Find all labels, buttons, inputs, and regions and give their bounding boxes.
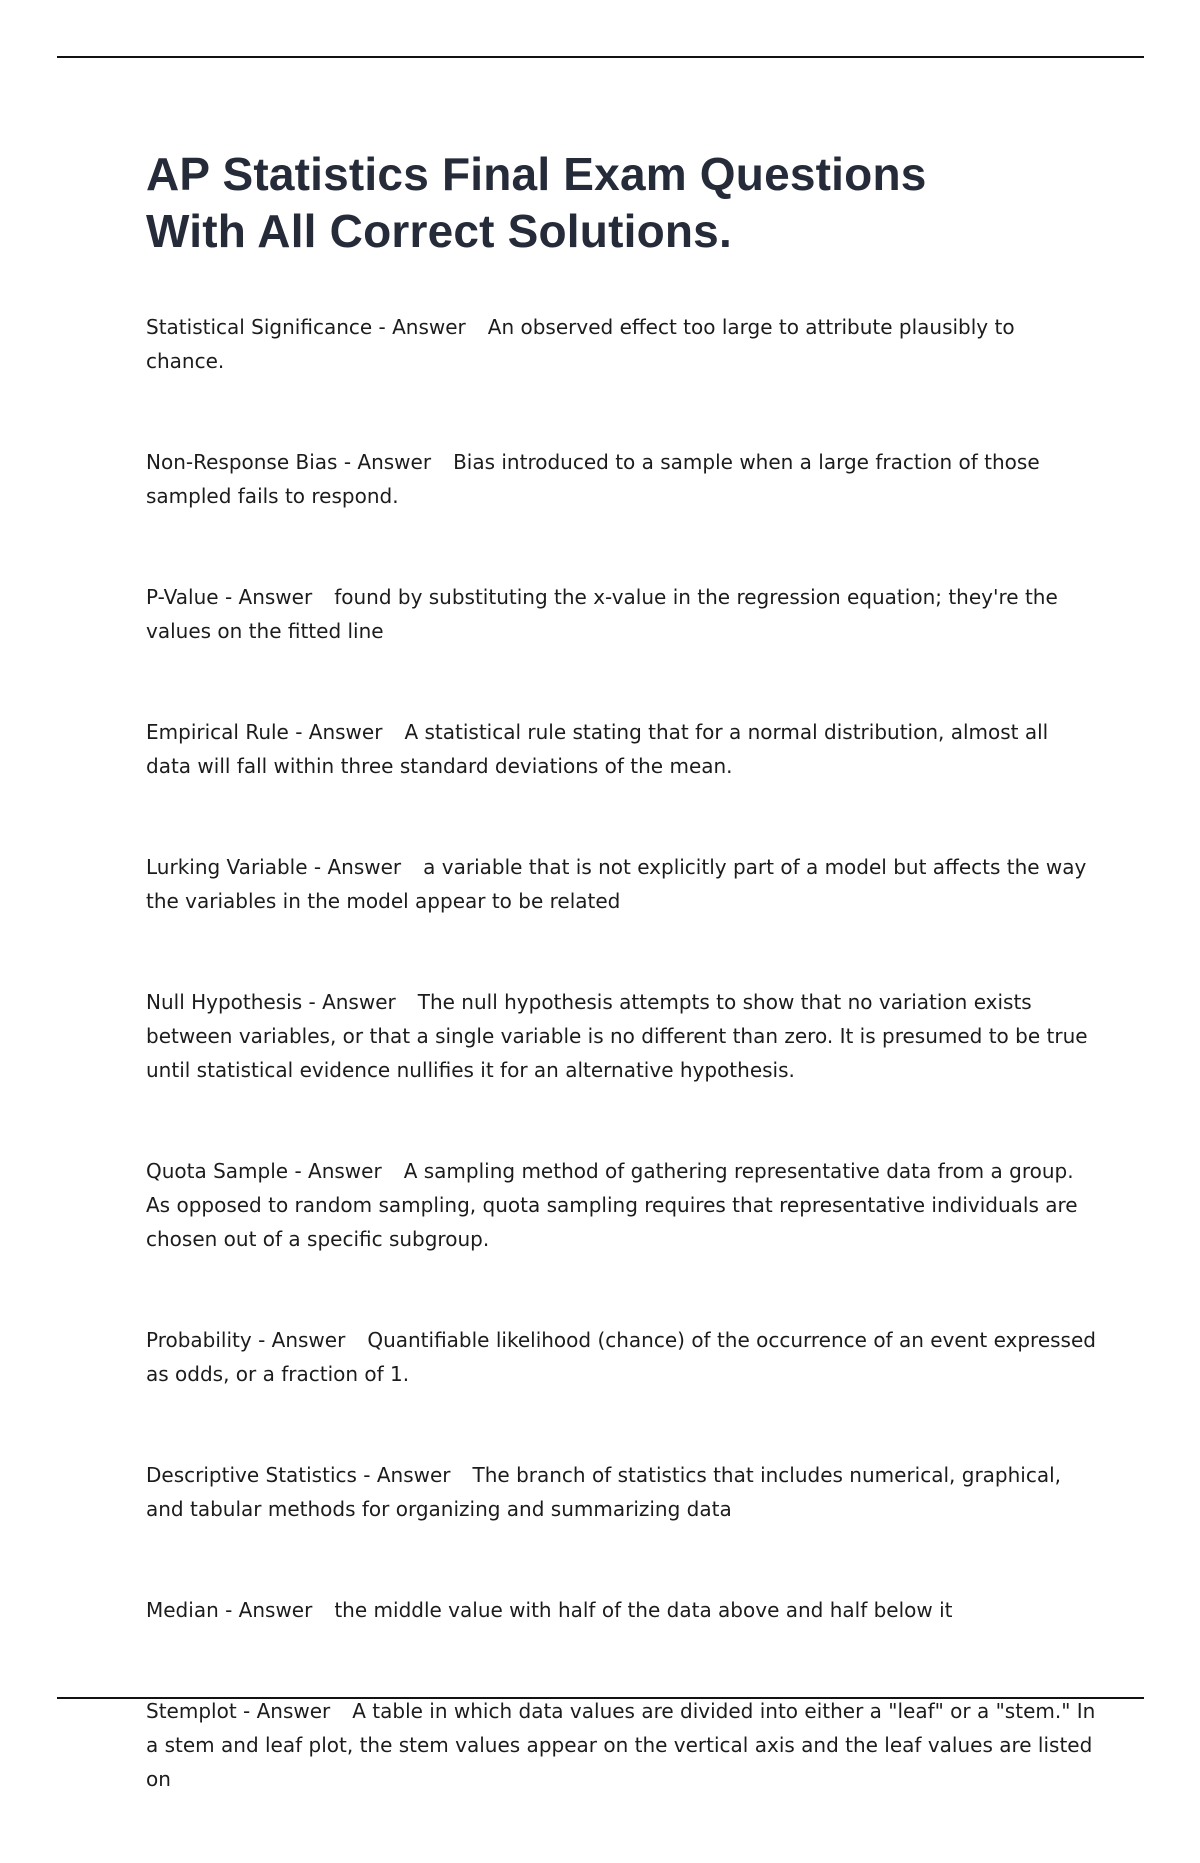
entry-term: Non-Response Bias - Answer	[146, 450, 432, 474]
title-line-2: With All Correct Solutions.	[146, 205, 732, 257]
qa-entry	[146, 985, 1096, 1087]
qa-entry	[146, 310, 1096, 378]
entry-term: Stemplot - Answer	[146, 1699, 331, 1723]
qa-entry	[146, 445, 1096, 513]
title-line-1: AP Statistics Final Exam Questions	[146, 148, 927, 200]
entry-definition: The branch of statistics that includes numerical, graphical, and tabular methods for organizing and summarizing data	[146, 1463, 1062, 1521]
entry-term: Statistical Significance - Answer	[146, 315, 466, 339]
entry-term: Lurking Variable - Answer	[146, 855, 402, 879]
entry-term: Descriptive Statistics - Answer	[146, 1463, 451, 1487]
entry-term: Null Hypothesis - Answer	[146, 990, 396, 1014]
entry-definition: A sampling method of gathering representative data from a group. As opposed to random sampling, quota sampling requires that representative individuals are chosen out of a specific subgroup.	[146, 1159, 1078, 1251]
qa-entry	[146, 1323, 1096, 1391]
entry-term: Empirical Rule - Answer	[146, 720, 383, 744]
entry-term: Quota Sample - Answer	[146, 1159, 382, 1183]
entry-definition: A table in which data values are divided into either a "leaf" or a "stem." In a stem and leaf plot, the stem values appear on the vertical axis and the leaf values are listed on	[146, 1699, 1096, 1791]
entry-definition: Bias introduced to a sample when a large fraction of those sampled fails to respond.	[146, 450, 1040, 508]
entry-definition: The null hypothesis attempts to show that no variation exists between variables, or that a single variable is no different than zero. It is presumed to be true until statistical evidence nullifies it for an alternative hypothesis.	[146, 990, 1088, 1082]
entry-definition: Quantifiable likelihood (chance) of the occurrence of an event expressed as odds, or a fraction of 1.	[146, 1328, 1096, 1386]
document-content	[146, 146, 1096, 1863]
qa-entry	[146, 850, 1096, 918]
entry-term: P-Value - Answer	[146, 585, 313, 609]
entry-definition: a variable that is not explicitly part of a model but affects the way the variables in the model appear to be related	[146, 855, 1087, 913]
entry-definition: A statistical rule stating that for a normal distribution, almost all data will fall within three standard deviations of the mean.	[146, 720, 1049, 778]
entry-definition: the middle value with half of the data above and half below it	[334, 1598, 953, 1622]
bottom-rule	[57, 1697, 1144, 1699]
entry-term: Probability - Answer	[146, 1328, 346, 1352]
qa-entry	[146, 1694, 1096, 1796]
qa-entry	[146, 715, 1096, 783]
qa-entry	[146, 580, 1096, 648]
top-rule	[57, 56, 1144, 58]
qa-entry	[146, 1458, 1096, 1526]
qa-entry	[146, 1154, 1096, 1256]
entry-definition: An observed effect too large to attribute plausibly to chance.	[146, 315, 1015, 373]
qa-entry	[146, 1593, 1096, 1627]
entry-term: Median - Answer	[146, 1598, 313, 1622]
qa-list	[146, 310, 1096, 1796]
document-title	[146, 146, 1096, 260]
entry-definition: found by substituting the x-value in the regression equation; they're the values on the fitted line	[146, 585, 1058, 643]
